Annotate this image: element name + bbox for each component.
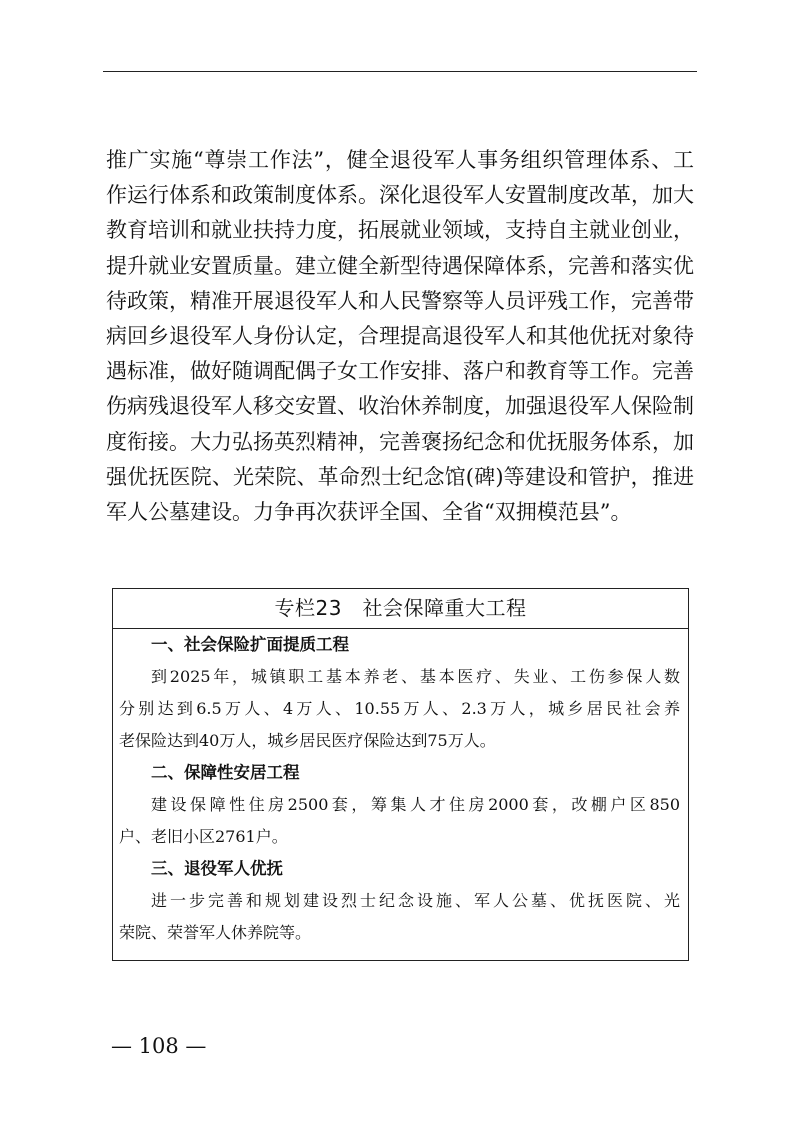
body-line: 提升就业安置质量。建立健全新型待遇保障体系，完善和落实优 bbox=[106, 253, 694, 278]
body-paragraph bbox=[106, 143, 694, 530]
section-line: 荣院、荣誉军人休养院等。 bbox=[119, 923, 312, 942]
page-number: — 108 — bbox=[111, 1034, 207, 1058]
section-heading: 一、社会保险扩面提质工程 bbox=[151, 635, 349, 654]
body-line: 推广实施“尊崇工作法”，健全退役军人事务组织管理体系、工 bbox=[106, 148, 694, 172]
box-content bbox=[113, 629, 688, 949]
section-paragraph bbox=[119, 885, 680, 949]
section-line: 建设保障性住房2500套，筹集人才住房2000套，改棚户区850 bbox=[151, 795, 680, 814]
body-line: 教育培训和就业扶持力度，拓展就业领域，支持自主就业创业， bbox=[106, 218, 694, 243]
body-line: 作运行体系和政策制度体系。深化退役军人安置制度改革，加大 bbox=[106, 183, 694, 208]
body-line: 强优抚医院、光荣院、革命烈士纪念馆(碑)等建设和管护，推进 bbox=[106, 464, 694, 489]
section-heading: 三、退役军人优抚 bbox=[151, 859, 283, 878]
section-heading: 二、保障性安居工程 bbox=[151, 763, 300, 782]
body-line: 军人公墓建设。力争再次获评全国、全省“双拥模范县”。 bbox=[106, 499, 632, 524]
section-paragraph bbox=[119, 789, 680, 853]
section-line: 到2025年，城镇职工基本养老、基本医疗、失业、工伤参保人数 bbox=[151, 667, 680, 686]
section-line: 进一步完善和规划建设烈士纪念设施、军人公墓、优抚医院、光 bbox=[151, 891, 680, 910]
body-line: 待政策，精准开展退役军人和人民警察等人员评残工作，完善带 bbox=[106, 288, 694, 313]
body-line: 病回乡退役军人身份认定，合理提高退役军人和其他优抚对象待 bbox=[106, 323, 694, 348]
body-line: 伤病残退役军人移交安置、收治休养制度，加强退役军人保险制 bbox=[106, 394, 694, 419]
section-line: 分别达到6.5万人、4万人、10.55万人、2.3万人，城乡居民社会养 bbox=[119, 699, 680, 718]
header-rule bbox=[103, 71, 697, 72]
column-box bbox=[112, 588, 689, 961]
section-line: 户、老旧小区2761户。 bbox=[119, 827, 288, 846]
body-line: 遇标准，做好随调配偶子女工作安排、落户和教育等工作。完善 bbox=[106, 359, 694, 384]
section-line: 老保险达到40万人，城乡居民医疗保险达到75万人。 bbox=[119, 731, 496, 750]
box-title-text: 专栏23 社会保障重大工程 bbox=[274, 596, 527, 620]
box-title bbox=[113, 589, 688, 629]
section-paragraph bbox=[119, 661, 680, 757]
body-line: 度衔接。大力弘扬英烈精神，完善褒扬纪念和优抚服务体系，加 bbox=[106, 429, 694, 454]
